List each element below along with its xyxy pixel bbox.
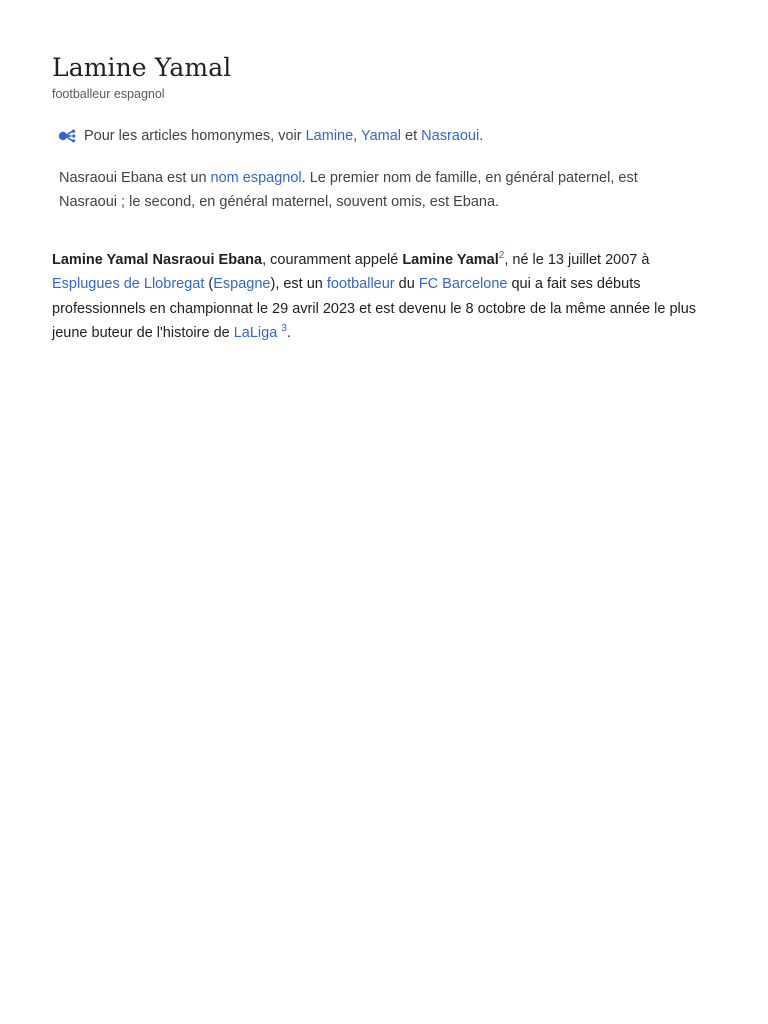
hatnote-suffix: . — [479, 128, 484, 144]
article — [52, 52, 712, 360]
page-subtitle: footballeur espagnol — [52, 87, 165, 101]
link-nom-espagnol[interactable]: nom espagnol — [210, 170, 302, 186]
link-lamine[interactable]: Lamine — [305, 128, 354, 144]
lead-text: , né le 13 juillet 2007 à — [504, 252, 650, 268]
lead-paragraph — [52, 248, 714, 345]
link-nasraoui[interactable]: Nasraoui — [421, 128, 480, 144]
name-note-text: Nasraoui Ebana est un — [59, 170, 211, 186]
lead-text: du — [394, 276, 419, 293]
name-note-text-2: . Le premier nom de famille, en général paternel, est Nasraoui ; le second, en général maternel, souvent omis, est Ebana. — [59, 170, 638, 210]
hatnote-conjunction: et — [401, 128, 422, 144]
page-title: Lamine Yamal — [52, 53, 232, 82]
lead-text: qui a fait ses débuts professionnels en championnat le 29 avril 2023 et est devenu le 8 octobre de la même année le plus jeune buteur de l'histoire de — [52, 276, 697, 341]
link-footballeur[interactable]: footballeur — [326, 276, 395, 293]
subject-full-name: Lamine Yamal Nasraoui Ebana — [52, 252, 263, 268]
link-fc-barcelone[interactable]: FC Barcelone — [418, 276, 508, 293]
subject-common-name: Lamine Yamal — [402, 252, 499, 268]
lead-text: ( — [204, 276, 214, 293]
link-laliga[interactable]: LaLiga — [233, 324, 278, 341]
hatnote-prefix: Pour les articles homonymes, voir — [84, 128, 306, 144]
hatnote — [58, 126, 712, 146]
lead-text: ), est un — [270, 276, 327, 293]
lead-text: , couramment appelé — [262, 252, 403, 268]
lead-text: . — [286, 324, 291, 341]
link-esplugues-de-llobregat[interactable]: Esplugues de Llobregat — [52, 276, 205, 293]
reference-2[interactable]: 2 — [498, 250, 505, 262]
reference-3[interactable]: 3 — [281, 323, 287, 335]
link-yamal[interactable]: Yamal — [360, 128, 401, 144]
hatnote-separator: , — [353, 128, 361, 144]
disambiguation-icon — [58, 129, 78, 143]
name-note — [59, 166, 699, 214]
link-espagne[interactable]: Espagne — [213, 276, 271, 293]
